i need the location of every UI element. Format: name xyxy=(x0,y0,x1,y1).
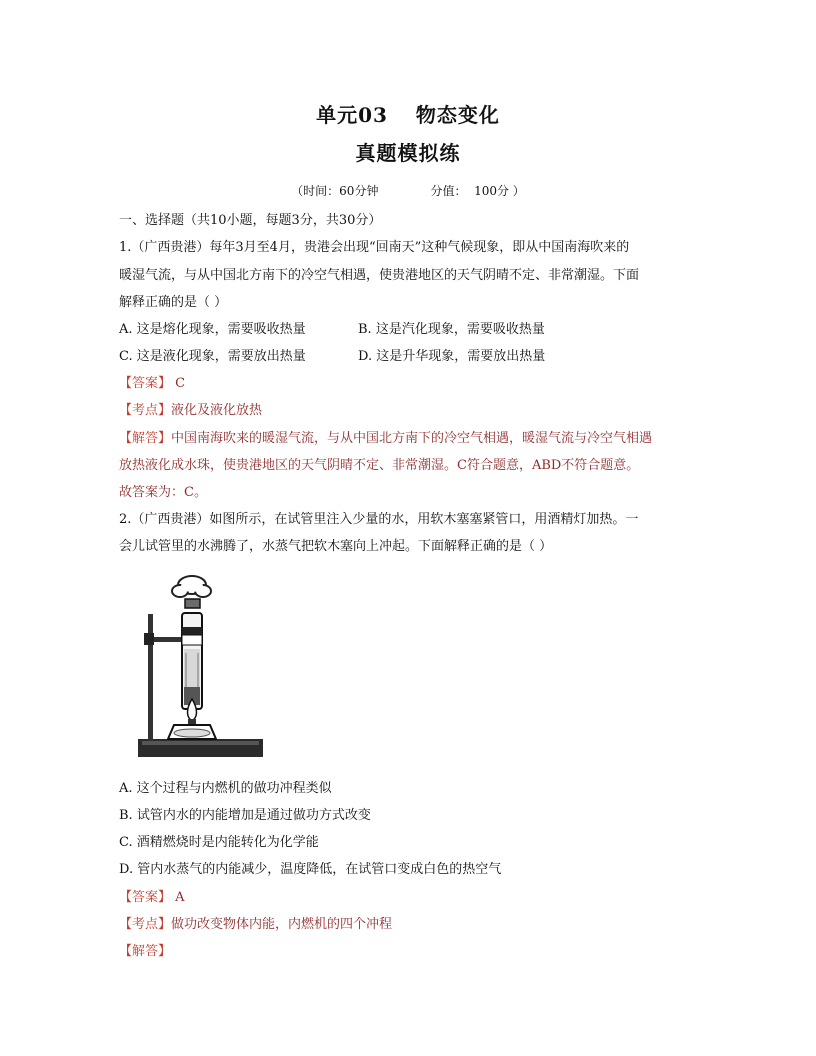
q1-line-1: 1.（广西贵港）每年3月至4月，贵港会出现“回南天”这种气候现象，即从中国南海吹来的 xyxy=(119,240,630,255)
q1-point xyxy=(119,399,262,418)
q1-option-b: B. 这是汽化现象，需要吸收热量 xyxy=(358,322,545,337)
answer-value: A xyxy=(171,890,185,905)
unit-title xyxy=(0,99,816,128)
section-heading: 一、选择题（共10小题，每题3分，共30分） xyxy=(119,213,382,228)
experiment-figure xyxy=(136,569,266,764)
q1-options-row-2 xyxy=(119,345,719,364)
exam-meta xyxy=(0,182,816,199)
q2-option-c: C. 酒精燃烧时是内能转化为化学能 xyxy=(119,835,319,850)
point-label: 【考点】 xyxy=(119,403,172,418)
q1-solution-2: 放热液化成水珠，使贵港地区的天气阴晴不定、非常潮湿。C符合题意，ABD不符合题意。 xyxy=(119,458,640,473)
q1-line-2: 暖湿气流，与从中国北方南下的冷空气相遇，使贵港地区的天气阴晴不定、非常潮湿。下面 xyxy=(119,268,640,283)
time-info: （时间：60分钟 xyxy=(291,184,379,198)
q1-solution-1 xyxy=(119,427,652,446)
unit-number: 单元03 xyxy=(316,103,388,127)
page-subtitle: 真题模拟练 xyxy=(355,141,461,165)
q2-line-2: 会儿试管里的水沸腾了，水蒸气把软木塞向上冲起。下面解释正确的是（ ） xyxy=(119,539,553,554)
answer-label: 【答案】 xyxy=(119,890,172,905)
answer-value: C xyxy=(171,376,186,391)
q1-option-a: A. 这是熔化现象，需要吸收热量 xyxy=(119,322,306,337)
q1-answer xyxy=(119,372,185,391)
point-value: 液化及液化放热 xyxy=(171,403,263,418)
q2-option-b: B. 试管内水的内能增加是通过做功方式改变 xyxy=(119,808,371,823)
q1-line-3: 解释正确的是（ ） xyxy=(119,295,228,310)
unit-topic: 物态变化 xyxy=(415,103,500,127)
test-tube-apparatus-illustration xyxy=(136,569,266,764)
q1-final-answer: 故答案为：C。 xyxy=(119,485,207,500)
q2-option-a: A. 这个过程与内燃机的做功冲程类似 xyxy=(119,781,332,796)
solution-label: 【解答】 xyxy=(119,431,172,446)
q2-line-1: 2.（广西贵港）如图所示，在试管里注入少量的水，用软木塞塞紧管口，用酒精灯加热。一 xyxy=(119,512,639,527)
score-info: 分值： 100分 ） xyxy=(430,184,525,198)
solution-text: 中国南海吹来的暖湿气流，与从中国北方南下的冷空气相遇，暖湿气流与冷空气相遇 xyxy=(171,431,653,446)
q2-solution xyxy=(119,940,171,959)
solution-label: 【解答】 xyxy=(119,944,172,959)
cork-stopper xyxy=(185,599,200,608)
q1-options-row-1 xyxy=(119,318,719,337)
answer-label: 【答案】 xyxy=(119,376,172,391)
q1-option-c: C. 这是液化现象，需要放出热量 xyxy=(119,349,306,364)
point-value: 做功改变物体内能，内燃机的四个冲程 xyxy=(171,917,393,932)
q2-point xyxy=(119,913,392,932)
point-label: 【考点】 xyxy=(119,917,172,932)
q1-option-d: D. 这是升华现象，需要放出热量 xyxy=(358,349,546,364)
q2-answer xyxy=(119,886,185,905)
q2-option-d: D. 管内水蒸气的内能减少，温度降低，在试管口变成白色的热空气 xyxy=(119,862,502,877)
